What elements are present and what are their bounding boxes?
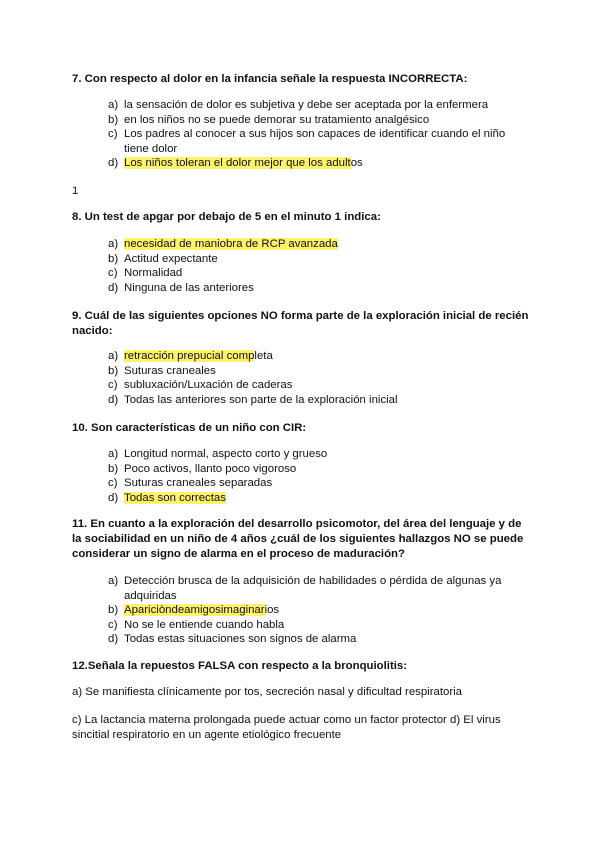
highlighted-answer: Apariciòndeamigosimaginar [124, 604, 265, 617]
option-7c [108, 127, 528, 156]
highlighted-answer: necesidad de maniobra de RCP avanzada [124, 238, 338, 250]
option-letter: d) [108, 281, 119, 294]
question-10-title: 10. Son características de un niño con CIR: [72, 422, 307, 434]
option-text-rest: leta [254, 350, 273, 362]
question-12-option-cd: c) La lactancia materna prolongada puede actuar como un factor protector d) El virus sincitial respiratorio en un agente etiológico frecuente [72, 714, 501, 741]
option-text: Normalidad [124, 267, 183, 280]
option-7d [108, 156, 528, 171]
option-text-rest: ios [264, 604, 280, 617]
option-letter: a) [108, 238, 119, 250]
option-text: No se le entiende cuando habla [124, 618, 285, 631]
option-11b [108, 603, 528, 618]
option-9d [108, 393, 528, 408]
option-text: Actitud expectante [124, 252, 218, 265]
option-text: Longitud normal, aspecto corto y grueso [124, 448, 328, 460]
highlighted-answer: retracción prepucial comp [124, 350, 255, 362]
highlighted-answer: Todas son correctas [124, 491, 226, 504]
option-letter: b) [108, 462, 119, 475]
option-8a [108, 237, 528, 252]
question-10-options [108, 447, 528, 505]
option-letter: a) [108, 350, 119, 362]
option-letter: c) [108, 477, 118, 490]
option-text-rest: os [350, 157, 363, 170]
question-7-options [108, 98, 528, 171]
option-9b [108, 364, 528, 379]
option-text: subluxación/Luxación de caderas [124, 379, 293, 392]
question-9-title: 9. Cuál de las siguientes opciones NO forma parte de la exploración inicial de recién nacido: [72, 310, 529, 337]
option-10b [108, 462, 528, 477]
highlighted-answer: Los niños toleran el dolor mejor que los adult [124, 157, 351, 170]
option-10a [108, 447, 528, 462]
option-text: Suturas craneales [124, 364, 216, 377]
option-9a [108, 349, 528, 364]
option-8d [108, 281, 528, 296]
option-letter: c) [108, 128, 118, 141]
option-letter: c) [108, 618, 118, 631]
question-9-options [108, 349, 528, 407]
question-7-title: 7. Con respecto al dolor en la infancia señale la respuesta INCORRECTA: [72, 73, 468, 85]
option-letter: d) [108, 491, 119, 504]
option-10d [108, 491, 528, 506]
option-letter: d) [108, 393, 119, 406]
option-11a [108, 574, 528, 603]
question-11-title: 11. En cuanto a la exploración del desarrollo psicomotor, del área del lenguaje y de la sociabilidad en un niño de 4 años ¿cuál de los siguientes hallazgos NO se puede considerar un signo de alarma en el proceso de maduración? [72, 518, 524, 560]
option-text: Los padres al conocer a sus hijos son capaces de identificar cuando el niño tiene dolor [124, 128, 506, 155]
option-text: en los niños no se puede demorar su tratamiento analgésico [124, 113, 430, 126]
option-11c [108, 618, 528, 633]
option-letter: b) [108, 252, 119, 265]
option-letter: d) [108, 157, 119, 170]
option-letter: c) [108, 267, 118, 280]
page-note: 1 [72, 185, 79, 197]
option-text: Todas las anteriores son parte de la exploración inicial [124, 393, 398, 406]
option-letter: a) [108, 99, 119, 111]
option-7b [108, 113, 528, 128]
option-text: Detección brusca de la adquisición de habilidades o pérdida de algunas ya adquiridas [124, 575, 502, 602]
option-text: Suturas craneales separadas [124, 477, 273, 490]
option-letter: a) [108, 448, 119, 460]
option-letter: d) [108, 633, 119, 646]
option-letter: b) [108, 113, 119, 126]
option-8b [108, 252, 528, 267]
option-8c [108, 266, 528, 281]
option-11d [108, 632, 528, 647]
option-text: Poco activos, llanto poco vigoroso [124, 462, 297, 475]
question-11-options [108, 574, 528, 647]
option-letter: b) [108, 364, 119, 377]
question-12-title: 12.Señala la repuestos FALSA con respecto a la bronquiolitis: [72, 660, 408, 672]
question-8-options [108, 237, 528, 295]
option-letter: c) [108, 379, 118, 392]
question-12-option-a: a) Se manifiesta clínicamente por tos, secreción nasal y dificultad respiratoria [72, 686, 462, 698]
question-8-title: 8. Un test de apgar por debajo de 5 en el minuto 1 indica: [72, 211, 381, 223]
option-7a [108, 98, 528, 113]
option-text: Todas estas situaciones son signos de alarma [124, 633, 357, 646]
option-letter: b) [108, 604, 119, 617]
option-9c [108, 378, 528, 393]
option-letter: a) [108, 575, 119, 587]
option-text: Ninguna de las anteriores [124, 281, 254, 294]
option-text: la sensación de dolor es subjetiva y debe ser aceptada por la enfermera [124, 99, 489, 111]
option-10c [108, 476, 528, 491]
